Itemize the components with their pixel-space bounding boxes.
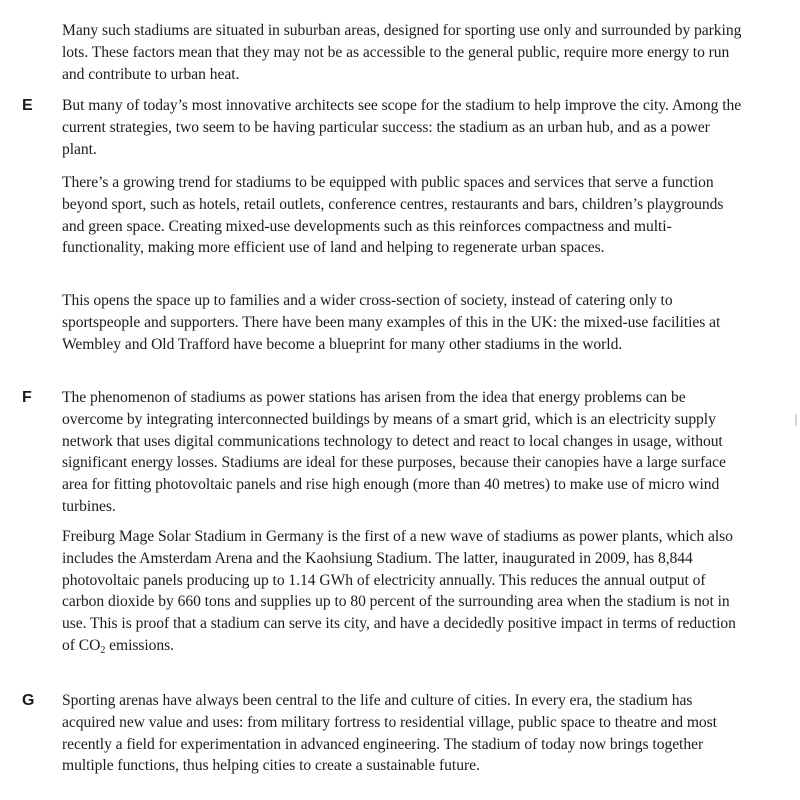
section-letter-e: E xyxy=(22,97,33,114)
paragraph-section-e xyxy=(62,95,744,160)
paragraph-text-end: emissions. xyxy=(105,636,175,654)
paragraph-text: There’s a growing trend for stadiums to be equipped with public spaces and services that serve a function beyond sport, such as hotels, retail outlets, conference centres, restaurants and bars, children’s playgrounds and green space. Creating mixed-use developments such as this reinforces compactness and multi-functionality, making more efficient use of land and helping to regenerate urban spaces. xyxy=(62,174,724,257)
section-letter-f: F xyxy=(22,389,32,406)
paragraph-section-g xyxy=(62,690,744,777)
paragraph-solar-stadium xyxy=(62,526,744,657)
page-edge-mark xyxy=(795,414,797,426)
paragraph-text xyxy=(62,526,744,657)
paragraph-mixed-use xyxy=(62,290,744,355)
paragraph-text: This opens the space up to families and a wider cross-section of society, instead of catering only to sportspeople and supporters. There have been many examples of this in the UK: the mixed-use facilities at Wembley and Old Trafford have become a blueprint for many other stadiums in the world. xyxy=(62,292,721,353)
paragraph-urban-hub xyxy=(62,172,744,259)
paragraph-text: Many such stadiums are situated in suburban areas, designed for sporting use only and surrounded by parking lots. These factors mean that they may not be as accessible to the general public, require more energy to run and contribute to urban heat. xyxy=(62,22,742,83)
paragraph-suburban-stadiums xyxy=(62,20,744,85)
paragraph-text: The phenomenon of stadiums as power stations has arisen from the idea that energy problems can be overcome by integrating interconnected buildings by means of a smart grid, which is an electricity supply network that uses digital communications technology to detect and react to local changes in usage, without significant energy losses. Stadiums are ideal for these purposes, because their canopies have a large surface area for fitting photovoltaic panels and rise high enough (more than 40 metres) to make use of micro wind turbines. xyxy=(62,389,726,515)
paragraph-text-main: Freiburg Mage Solar Stadium in Germany is the first of a new wave of stadiums as power plants, which also includes the Amsterdam Arena and the Kaohsiung Stadium. The latter, inaugurated in 2009, has 8,844 photovoltaic panels producing up to 1.14 GWh of electricity annually. This reduces the annual output of carbon dioxide by 660 tons and supplies up to 80 percent of the surrounding area when the stadium is not in use. This is proof that a stadium can serve its city, and have a decidedly positive impact in terms of reduction of CO xyxy=(62,528,736,654)
paragraph-section-f xyxy=(62,387,744,518)
co2-subscript: 2 xyxy=(100,644,106,656)
paragraph-text: But many of today’s most innovative architects see scope for the stadium to help improve the city. Among the current strategies, two seem to be having particular success: the stadium as an urban hub, and as a power plant. xyxy=(62,97,742,158)
paragraph-text: Sporting arenas have always been central to the life and culture of cities. In every era, the stadium has acquired new value and uses: from military fortress to residential village, public space to theatre and most recently a field for experimentation in advanced engineering. The stadium of today now brings together multiple functions, thus helping cities to create a sustainable future. xyxy=(62,692,717,775)
section-letter-g: G xyxy=(22,692,35,709)
